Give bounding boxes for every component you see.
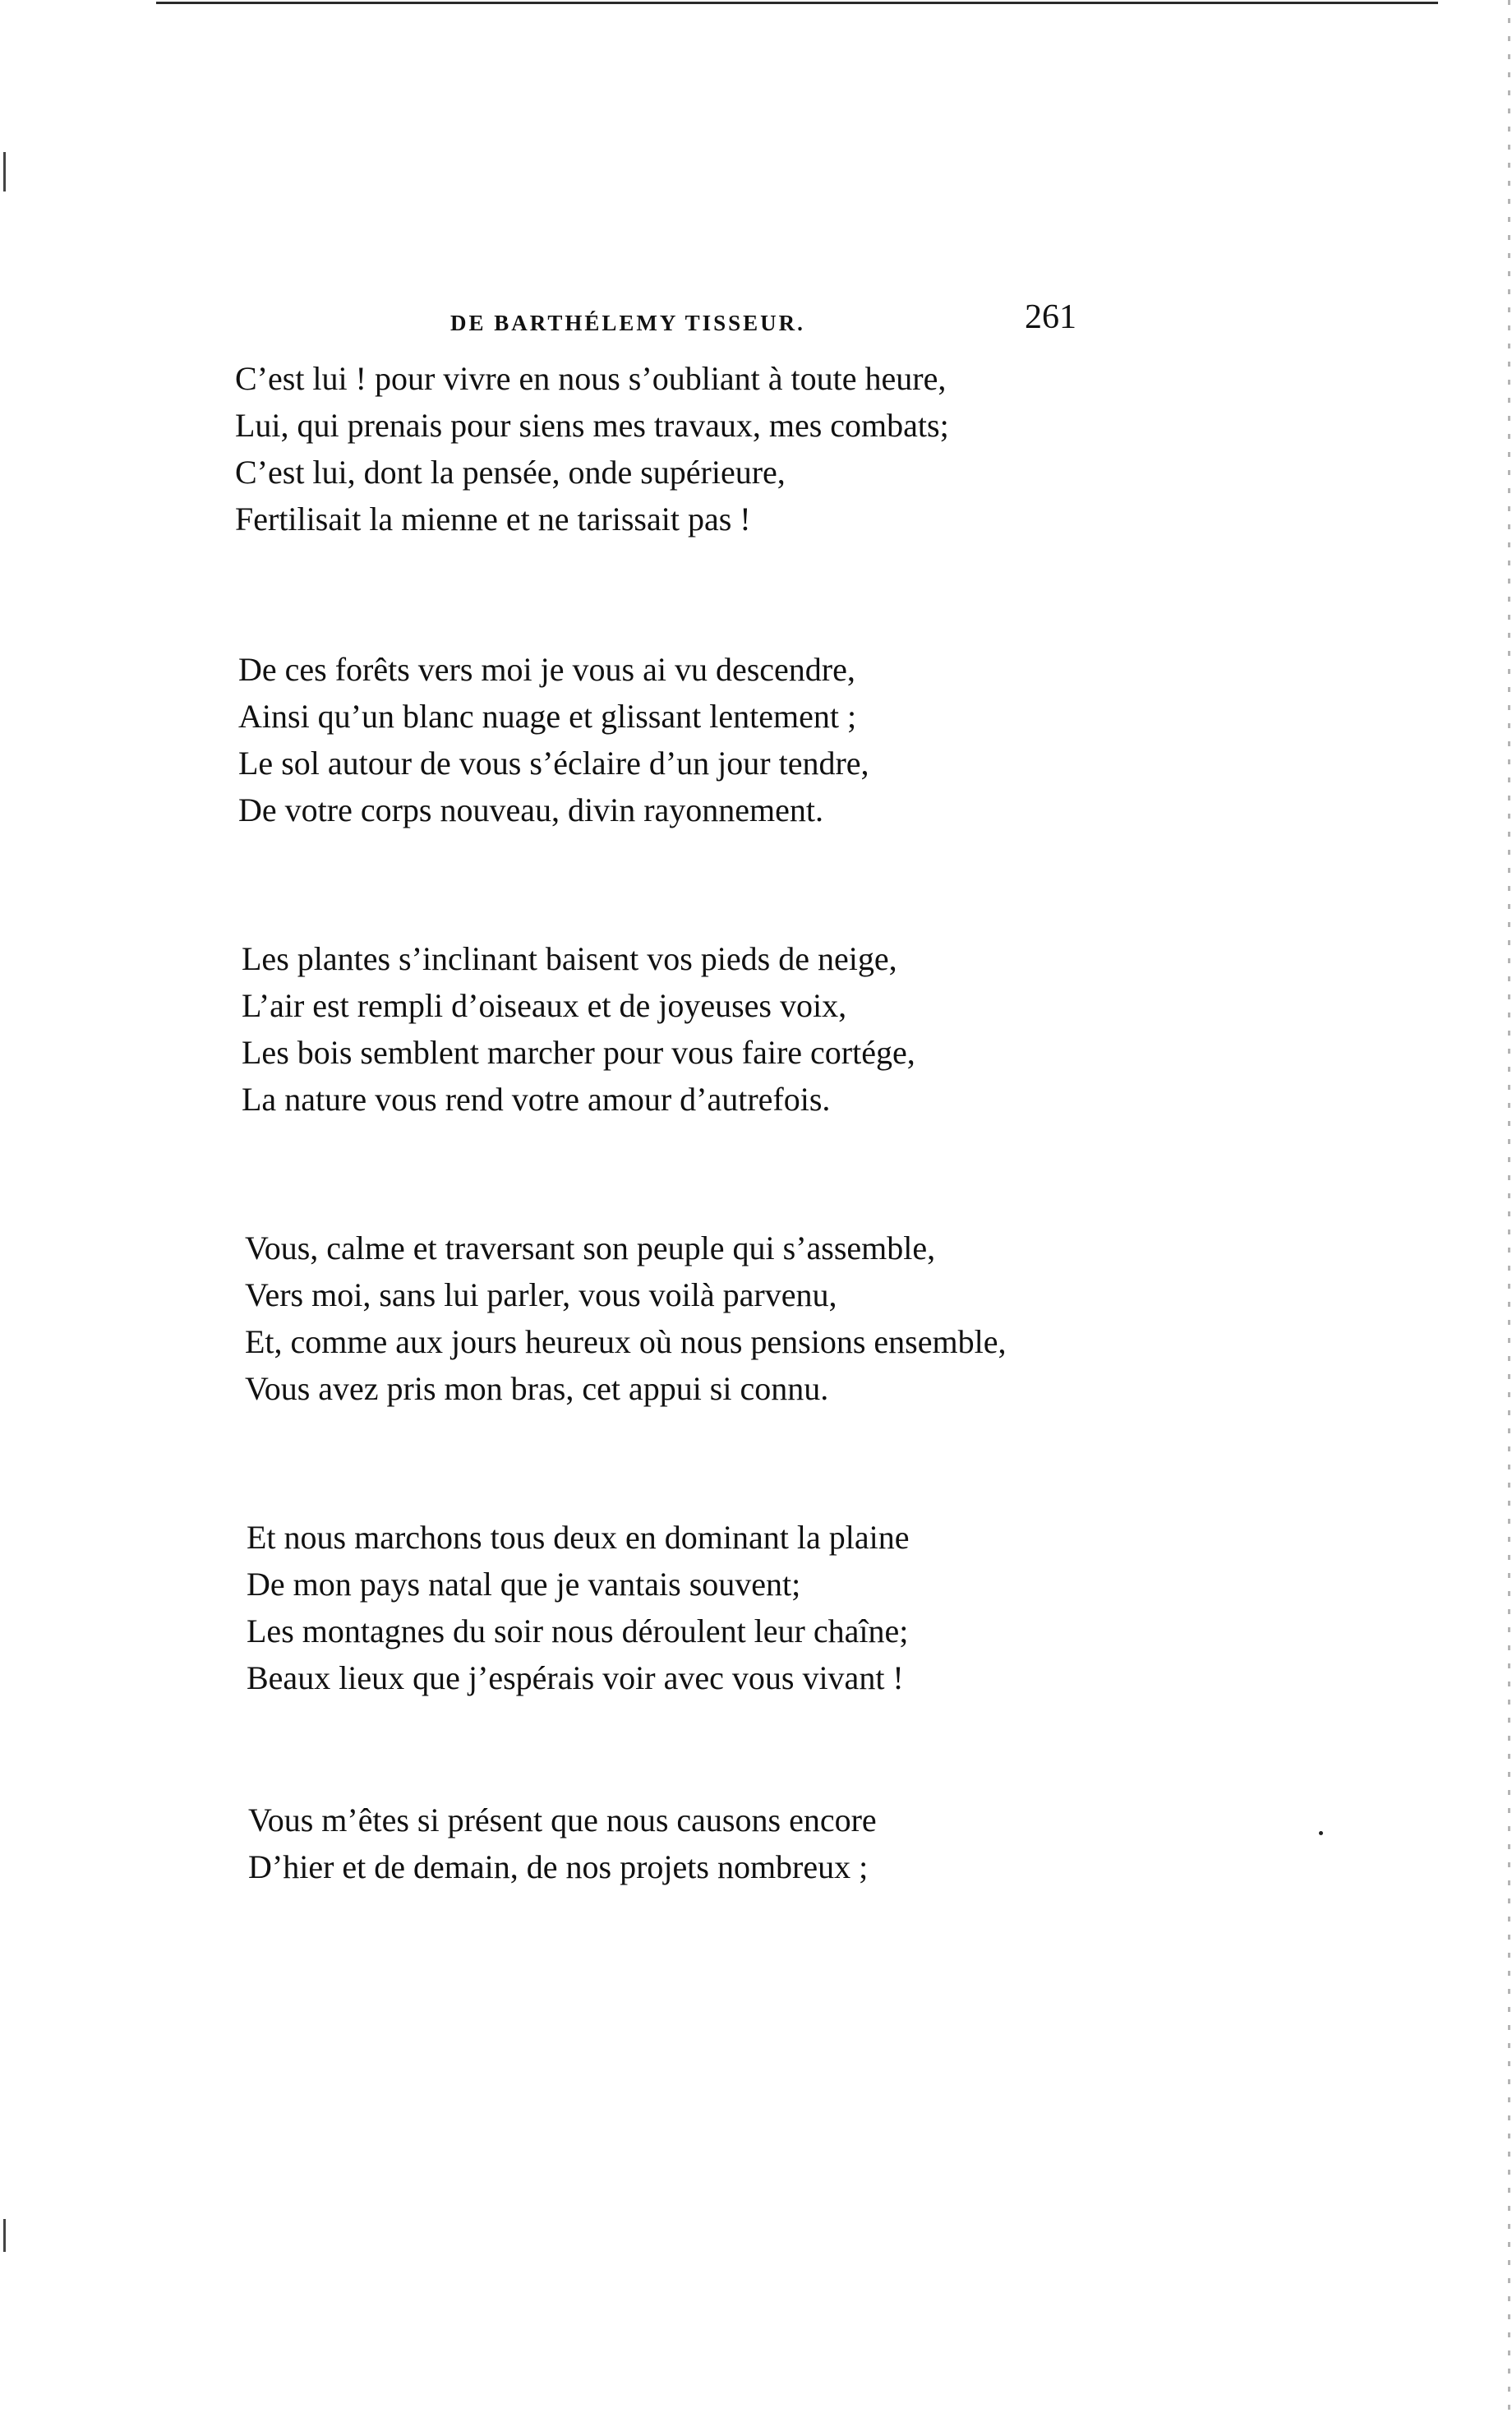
- verse-line: Vous, calme et traversant son peuple qui s’assemble,: [245, 1229, 936, 1266]
- verse-line: Ainsi qu’un blanc nuage et glissant lentement ;: [238, 698, 857, 735]
- verse-line: Lui, qui prenais pour siens mes travaux, mes combats;: [235, 407, 949, 444]
- running-head: DE BARTHÉLEMY TISSEUR.: [450, 311, 805, 335]
- verse-line: Vous avez pris mon bras, cet appui si connu.: [245, 1370, 829, 1407]
- left-scan-mark: [3, 2219, 6, 2252]
- verse-line: Les montagnes du soir nous déroulent leur chaîne;: [247, 1612, 909, 1649]
- verse-line: Et, comme aux jours heureux où nous pensions ensemble,: [245, 1323, 1007, 1360]
- verse-line: Fertilisait la mienne et ne tarissait pas !: [235, 501, 751, 537]
- stanza: [247, 1514, 1175, 1701]
- verse-line: De mon pays natal que je vantais souvent;: [247, 1566, 801, 1603]
- verse-line: Le sol autour de vous s’éclaire d’un jour tendre,: [238, 745, 869, 782]
- verse-line: Les bois semblent marcher pour vous faire cortége,: [242, 1034, 915, 1071]
- stanza: [238, 646, 1167, 833]
- verse-line: C’est lui, dont la pensée, onde supérieure,: [235, 454, 786, 491]
- verse-line: C’est lui ! pour vivre en nous s’oubliant à toute heure,: [235, 360, 947, 397]
- verse-line: La nature vous rend votre amour d’autrefois.: [242, 1081, 831, 1118]
- top-edge-rule: [156, 2, 1438, 4]
- left-scan-mark: [3, 152, 6, 191]
- stanza: [245, 1225, 1173, 1412]
- verse-line: Les plantes s’inclinant baisent vos pieds de neige,: [242, 940, 897, 977]
- stanza: [242, 935, 1170, 1123]
- right-scan-edge: [1508, 0, 1510, 2422]
- ink-speck: [1319, 1831, 1323, 1835]
- verse-line: Et nous marchons tous deux en dominant la plaine: [247, 1519, 910, 1556]
- verse-line: Vous m’êtes si présent que nous causons encore: [248, 1802, 877, 1838]
- verse-line: Vers moi, sans lui parler, vous voilà parvenu,: [245, 1276, 837, 1313]
- stanza: [248, 1797, 1177, 1890]
- verse-line: Beaux lieux que j’espérais voir avec vous vivant !: [247, 1659, 904, 1696]
- verse-line: De votre corps nouveau, divin rayonnement.: [238, 791, 824, 828]
- verse-line: De ces forêts vers moi je vous ai vu descendre,: [238, 651, 855, 688]
- verse-line: D’hier et de demain, de nos projets nombreux ;: [248, 1848, 869, 1885]
- verse-line: L’air est rempli d’oiseaux et de joyeuses voix,: [242, 987, 847, 1024]
- stanza: [235, 355, 1164, 542]
- page-number: 261: [1025, 298, 1076, 336]
